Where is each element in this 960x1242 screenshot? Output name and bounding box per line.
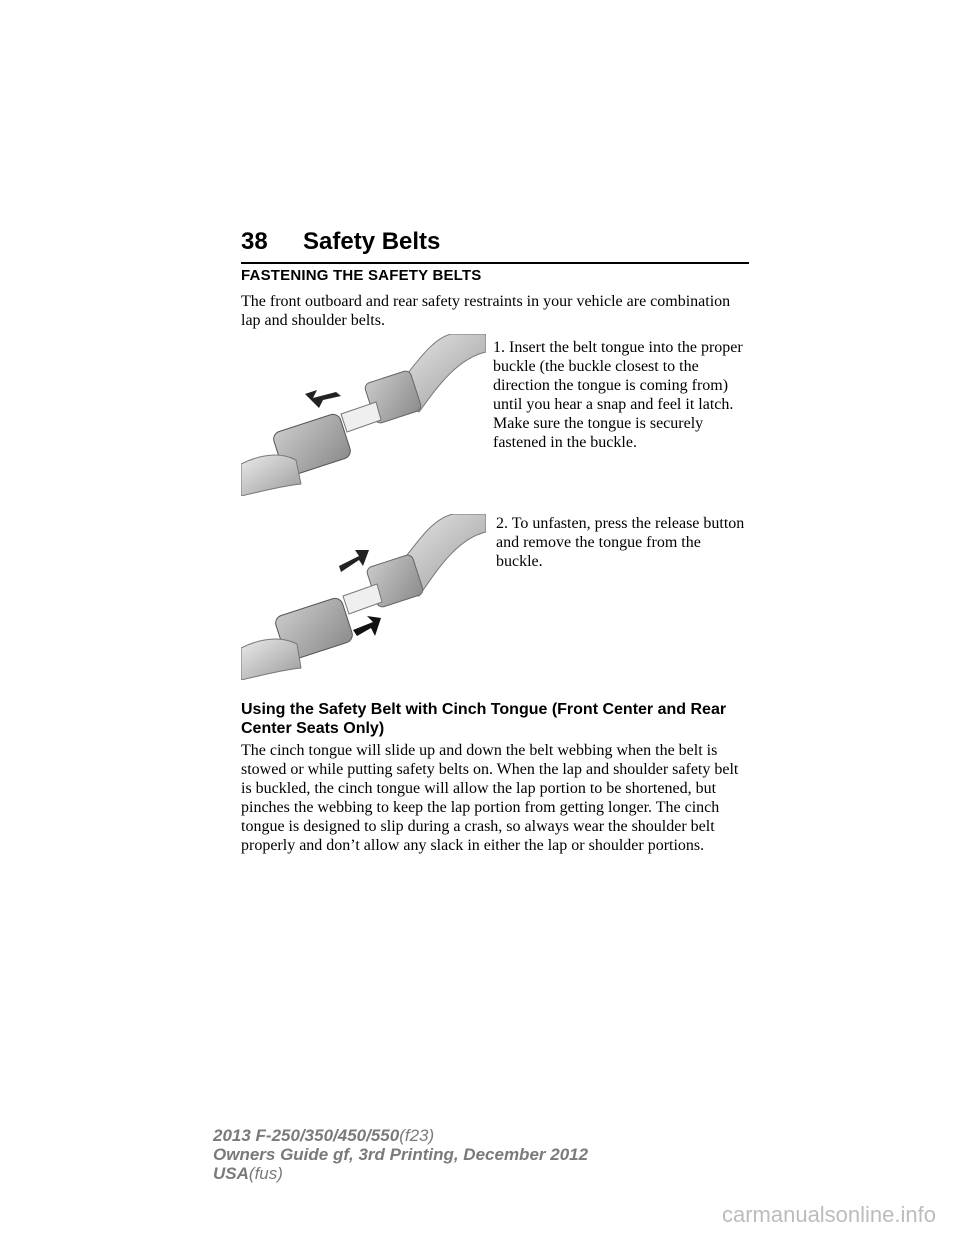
footer-model-code: (f23) bbox=[399, 1126, 435, 1145]
cinch-tongue-paragraph: The cinch tongue will slide up and down the belt webbing when the belt is stowed or while putting safety belts on. When the lap and shoulder safety belt is buckled, the cinch tongue will allow the lap portion to be shortened, but pinches the webbing to keep the lap portion from getting longer. The cinch tongue is designed to slip during a crash, so always wear the shoulder belt properly and don’t allow any slack in either the lap or shoulder portions. bbox=[241, 742, 739, 854]
step-1-text: 1. Insert the belt tongue into the proper buckle (the buckle closest to the direction the tongue is coming from) until you hear a snap and feel it latch. Make sure the tongue is securely fastened in the buckle. bbox=[493, 339, 743, 451]
buckle-release-illustration bbox=[241, 514, 486, 680]
main-heading: FASTENING THE SAFETY BELTS bbox=[241, 267, 482, 284]
section-title: Safety Belts bbox=[303, 228, 441, 255]
footer-guide: Owners Guide gf, 3rd Printing, December 2012 bbox=[213, 1145, 589, 1164]
intro-paragraph: The front outboard and rear safety restraints in your vehicle are combination lap and shoulder belts. bbox=[241, 293, 731, 329]
footer-model: 2013 F-250/350/450/550 bbox=[213, 1126, 400, 1145]
watermark: carmanualsonline.info bbox=[721, 1202, 936, 1227]
document-footer bbox=[213, 1126, 588, 1183]
footer-market: USA bbox=[213, 1164, 249, 1183]
page-header bbox=[241, 228, 749, 264]
page-number: 38 bbox=[241, 228, 268, 255]
buckle-insert-illustration bbox=[241, 334, 486, 496]
step-2-text: 2. To unfasten, press the release button and remove the tongue from the buckle. bbox=[496, 515, 745, 570]
cinch-tongue-heading: Using the Safety Belt with Cinch Tongue (Front Center and Rear Center Seats Only) bbox=[241, 701, 727, 737]
footer-market-code: (fus) bbox=[248, 1164, 283, 1183]
